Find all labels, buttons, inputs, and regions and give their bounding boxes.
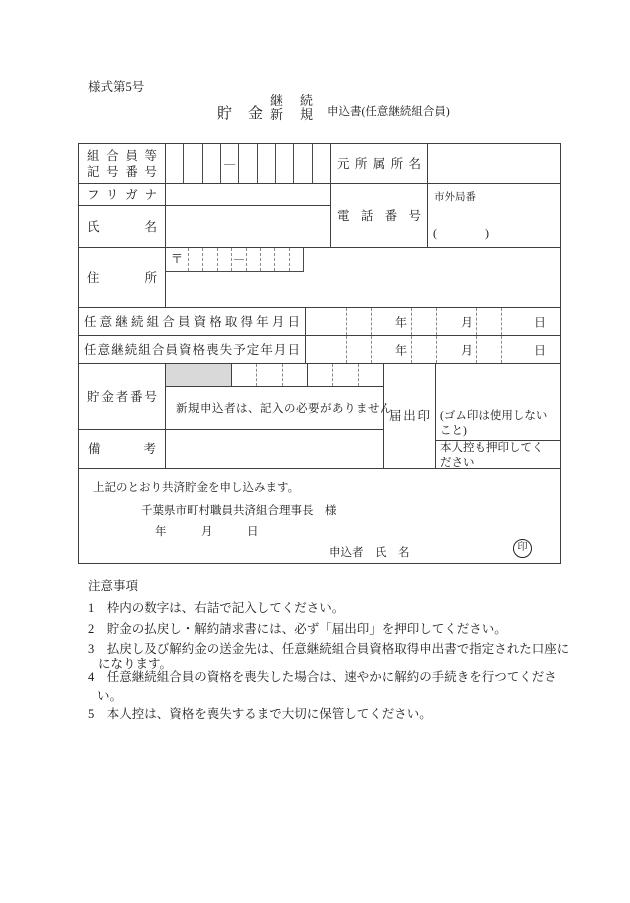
depositor-digit-cell (358, 364, 383, 386)
loss-date-value-cell (306, 336, 560, 364)
loss-date-label: 任意継続組合員資格喪失予定年月日 (84, 342, 300, 357)
note-line-1: 1 枠内の数字は、右詰で記入してください。 (88, 601, 345, 615)
declaration-section (79, 469, 560, 563)
name-value-cell (166, 206, 331, 248)
seal-copy-note-cell (436, 441, 560, 469)
declaration-date-line: 年 月 日 (155, 526, 259, 538)
member-number-box (203, 144, 221, 183)
postal-digit-cell (260, 248, 274, 271)
date-divider (346, 308, 347, 335)
postal-digit-cell (274, 248, 288, 271)
depositor-digit-group (232, 364, 308, 387)
note-line-2: 2 貯金の払戻し・解約請求書には、必ず「届出印」を押印してください。 (88, 622, 507, 636)
acquisition-date-label: 任意継続組合員資格取得年月日 (84, 314, 300, 329)
postal-digit-cell (188, 248, 202, 271)
note-line-3-continued: になります。 (98, 657, 173, 671)
phone-label-cell (331, 184, 428, 248)
seal-area-cell (436, 364, 560, 441)
note-line-5: 5 本人控は、資格を喪失するまで大切に保管してください。 (88, 707, 432, 721)
area-code-label: 市外局番 (434, 192, 476, 203)
member-number-boxes (166, 144, 331, 184)
postal-digit-cell (289, 248, 303, 271)
date-divider (371, 336, 372, 363)
declaration-addressee: 千葉県市町村職員共済組合理事長 様 (141, 505, 337, 517)
title-char-1: 貯 (217, 106, 233, 122)
notes-section (88, 579, 568, 739)
form-number: 様式第5号 (88, 80, 145, 94)
remarks-value-cell (166, 430, 384, 469)
seal-label-cell (384, 364, 436, 469)
loss-date-label-cell (79, 336, 306, 364)
day-unit-label: 日 (534, 315, 547, 329)
furigana-label: フリガナ (87, 187, 157, 202)
depositor-number-label: 貯金者番号 (87, 389, 157, 404)
former-office-value-cell (428, 144, 560, 184)
seal-label: 届出印 (389, 409, 430, 423)
notes-heading: 注意事項 (88, 579, 139, 593)
date-divider (476, 308, 477, 335)
depositor-digit-cell (256, 364, 281, 386)
date-divider (501, 308, 502, 335)
date-divider (436, 308, 437, 335)
phone-blank-parens: ( ) (433, 226, 489, 240)
month-unit-label: 月 (461, 343, 474, 357)
phone-label: 電話番号 (337, 208, 421, 223)
depositor-shaded-cell (166, 364, 232, 387)
remarks-label-cell (79, 430, 166, 469)
depositor-note-cell (166, 387, 392, 430)
postal-mark: 〒 (170, 252, 184, 266)
applicant-name-label: 申込者 氏 名 (329, 547, 410, 559)
month-unit-label: 月 (461, 315, 474, 329)
title-stack-top: 継続 (270, 93, 331, 108)
member-number-label-line1: 組合員等 (87, 148, 157, 163)
note-line-4-continued: い。 (97, 689, 123, 703)
name-label-cell (79, 206, 166, 248)
member-number-label-line2: 記号番号 (87, 164, 157, 179)
depositor-digit-cell (282, 364, 307, 386)
postal-digit-cell (202, 248, 216, 271)
member-number-label-cell (79, 144, 166, 184)
form-title (217, 94, 477, 124)
title-suffix: 申込書(任意継続組合員) (327, 106, 450, 118)
member-number-box (313, 144, 330, 183)
application-table (78, 143, 561, 564)
date-divider (346, 336, 347, 363)
depositor-digit-group (308, 364, 384, 387)
depositor-note: 新規申込者は、記入の必要がありません (176, 403, 392, 415)
seal-mark-icon: 印 (513, 539, 532, 558)
acquisition-date-label-cell (79, 308, 306, 336)
acquisition-date-value-cell (306, 308, 560, 336)
date-divider (436, 336, 437, 363)
title-char-2: 金 (248, 106, 264, 122)
furigana-value-cell (166, 184, 331, 206)
note-line-3: 3 払戻し及び解約金の送金先は、任意継続組合員資格取得申出書で指定された口座に (88, 642, 570, 656)
remarks-label: 備考 (88, 442, 156, 456)
depositor-digit-cell (308, 364, 332, 386)
furigana-label-cell (79, 184, 166, 206)
date-divider (371, 308, 372, 335)
postal-dash-cell: — (231, 248, 245, 271)
note-line-4: 4 任意継続組合員の資格を喪失した場合は、速やかに解約の手続きを行つてくださ (88, 670, 557, 684)
member-number-dash-box: — (221, 144, 239, 183)
phone-value-cell (428, 184, 560, 248)
date-divider (411, 336, 412, 363)
address-label-cell (79, 248, 166, 308)
day-unit-label: 日 (534, 343, 547, 357)
depositor-number-label-cell (79, 364, 166, 430)
former-office-label: 元所属所名 (337, 156, 421, 171)
depositor-digit-cell (232, 364, 256, 386)
member-number-box (239, 144, 257, 183)
member-number-box (276, 144, 294, 183)
member-number-box (184, 144, 202, 183)
member-number-box (166, 144, 184, 183)
member-number-box (258, 144, 276, 183)
former-office-label-cell (331, 144, 428, 184)
member-number-box (294, 144, 312, 183)
title-stack-bottom: 新規 (270, 107, 331, 122)
postal-digit-cell (246, 248, 260, 271)
date-divider (501, 336, 502, 363)
year-unit-label: 年 (395, 343, 408, 357)
postal-code-box (166, 248, 304, 272)
date-divider (411, 308, 412, 335)
name-label: 氏名 (87, 219, 157, 234)
date-divider (476, 336, 477, 363)
address-label: 住所 (87, 270, 157, 285)
postal-digit-cell (217, 248, 231, 271)
depositor-digit-cell (332, 364, 357, 386)
declaration-line1: 上記のとおり共済貯金を申し込みます。 (93, 482, 300, 494)
address-value-cell (166, 248, 560, 308)
year-unit-label: 年 (395, 315, 408, 329)
seal-copy-note: 本人控も押印してください (440, 442, 544, 469)
rubber-stamp-note: (ゴム印は使用しないこと) (440, 410, 548, 437)
